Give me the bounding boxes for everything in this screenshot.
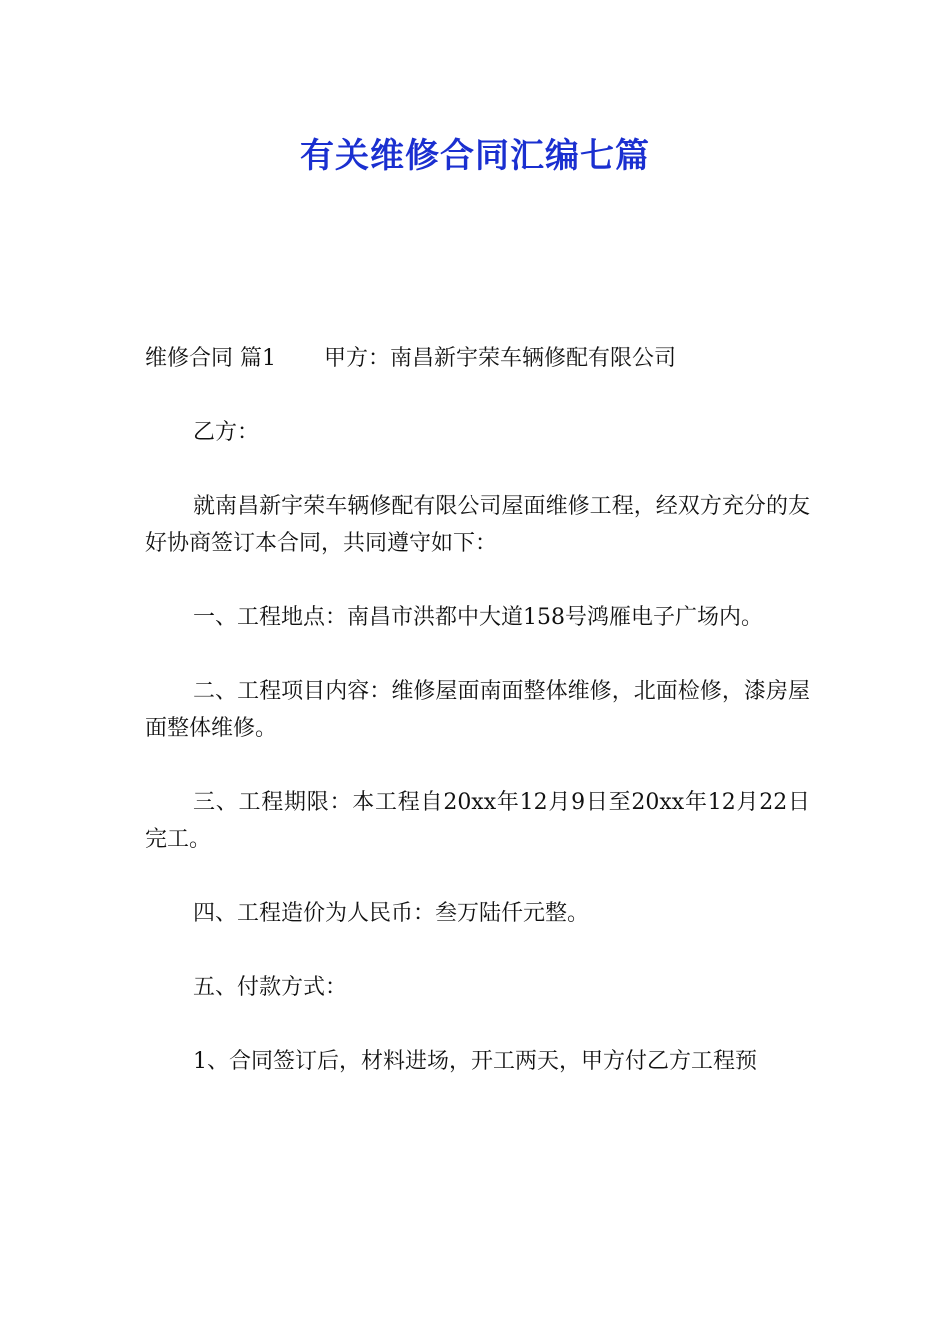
party-a: 甲方：南昌新宇荣车辆修配有限公司 [324,346,677,371]
document-title: 有关维修合同汇编七篇 [300,136,650,176]
intro-paragraph: 就南昌新宇荣车辆修配有限公司屋面维修工程，经双方充分的友好协商签订本合同，共同遵守如下： [145,494,810,556]
clause-payment-item-1: 1、合同签订后，材料进场，开工两天，甲方付乙方工程预 [193,1049,757,1074]
clause-payment: 五、付款方式： [193,975,348,1000]
clause-content: 二、工程项目内容：维修屋面南面整体维修，北面检修，漆房屋面整体维修。 [145,679,810,741]
document-body [145,340,810,1117]
party-b: 乙方： [193,420,260,445]
section-heading-line [145,340,810,377]
clause-price: 四、工程造价为人民币：叁万陆仟元整。 [193,901,590,926]
clause-location: 一、工程地点：南昌市洪都中大道158号鸿雁电子广场内。 [193,605,763,630]
clause-period: 三、工程期限：本工程自20xx年12月9日至20xx年12月22日完工。 [145,790,810,852]
section-heading: 维修合同 篇1 [145,346,276,371]
